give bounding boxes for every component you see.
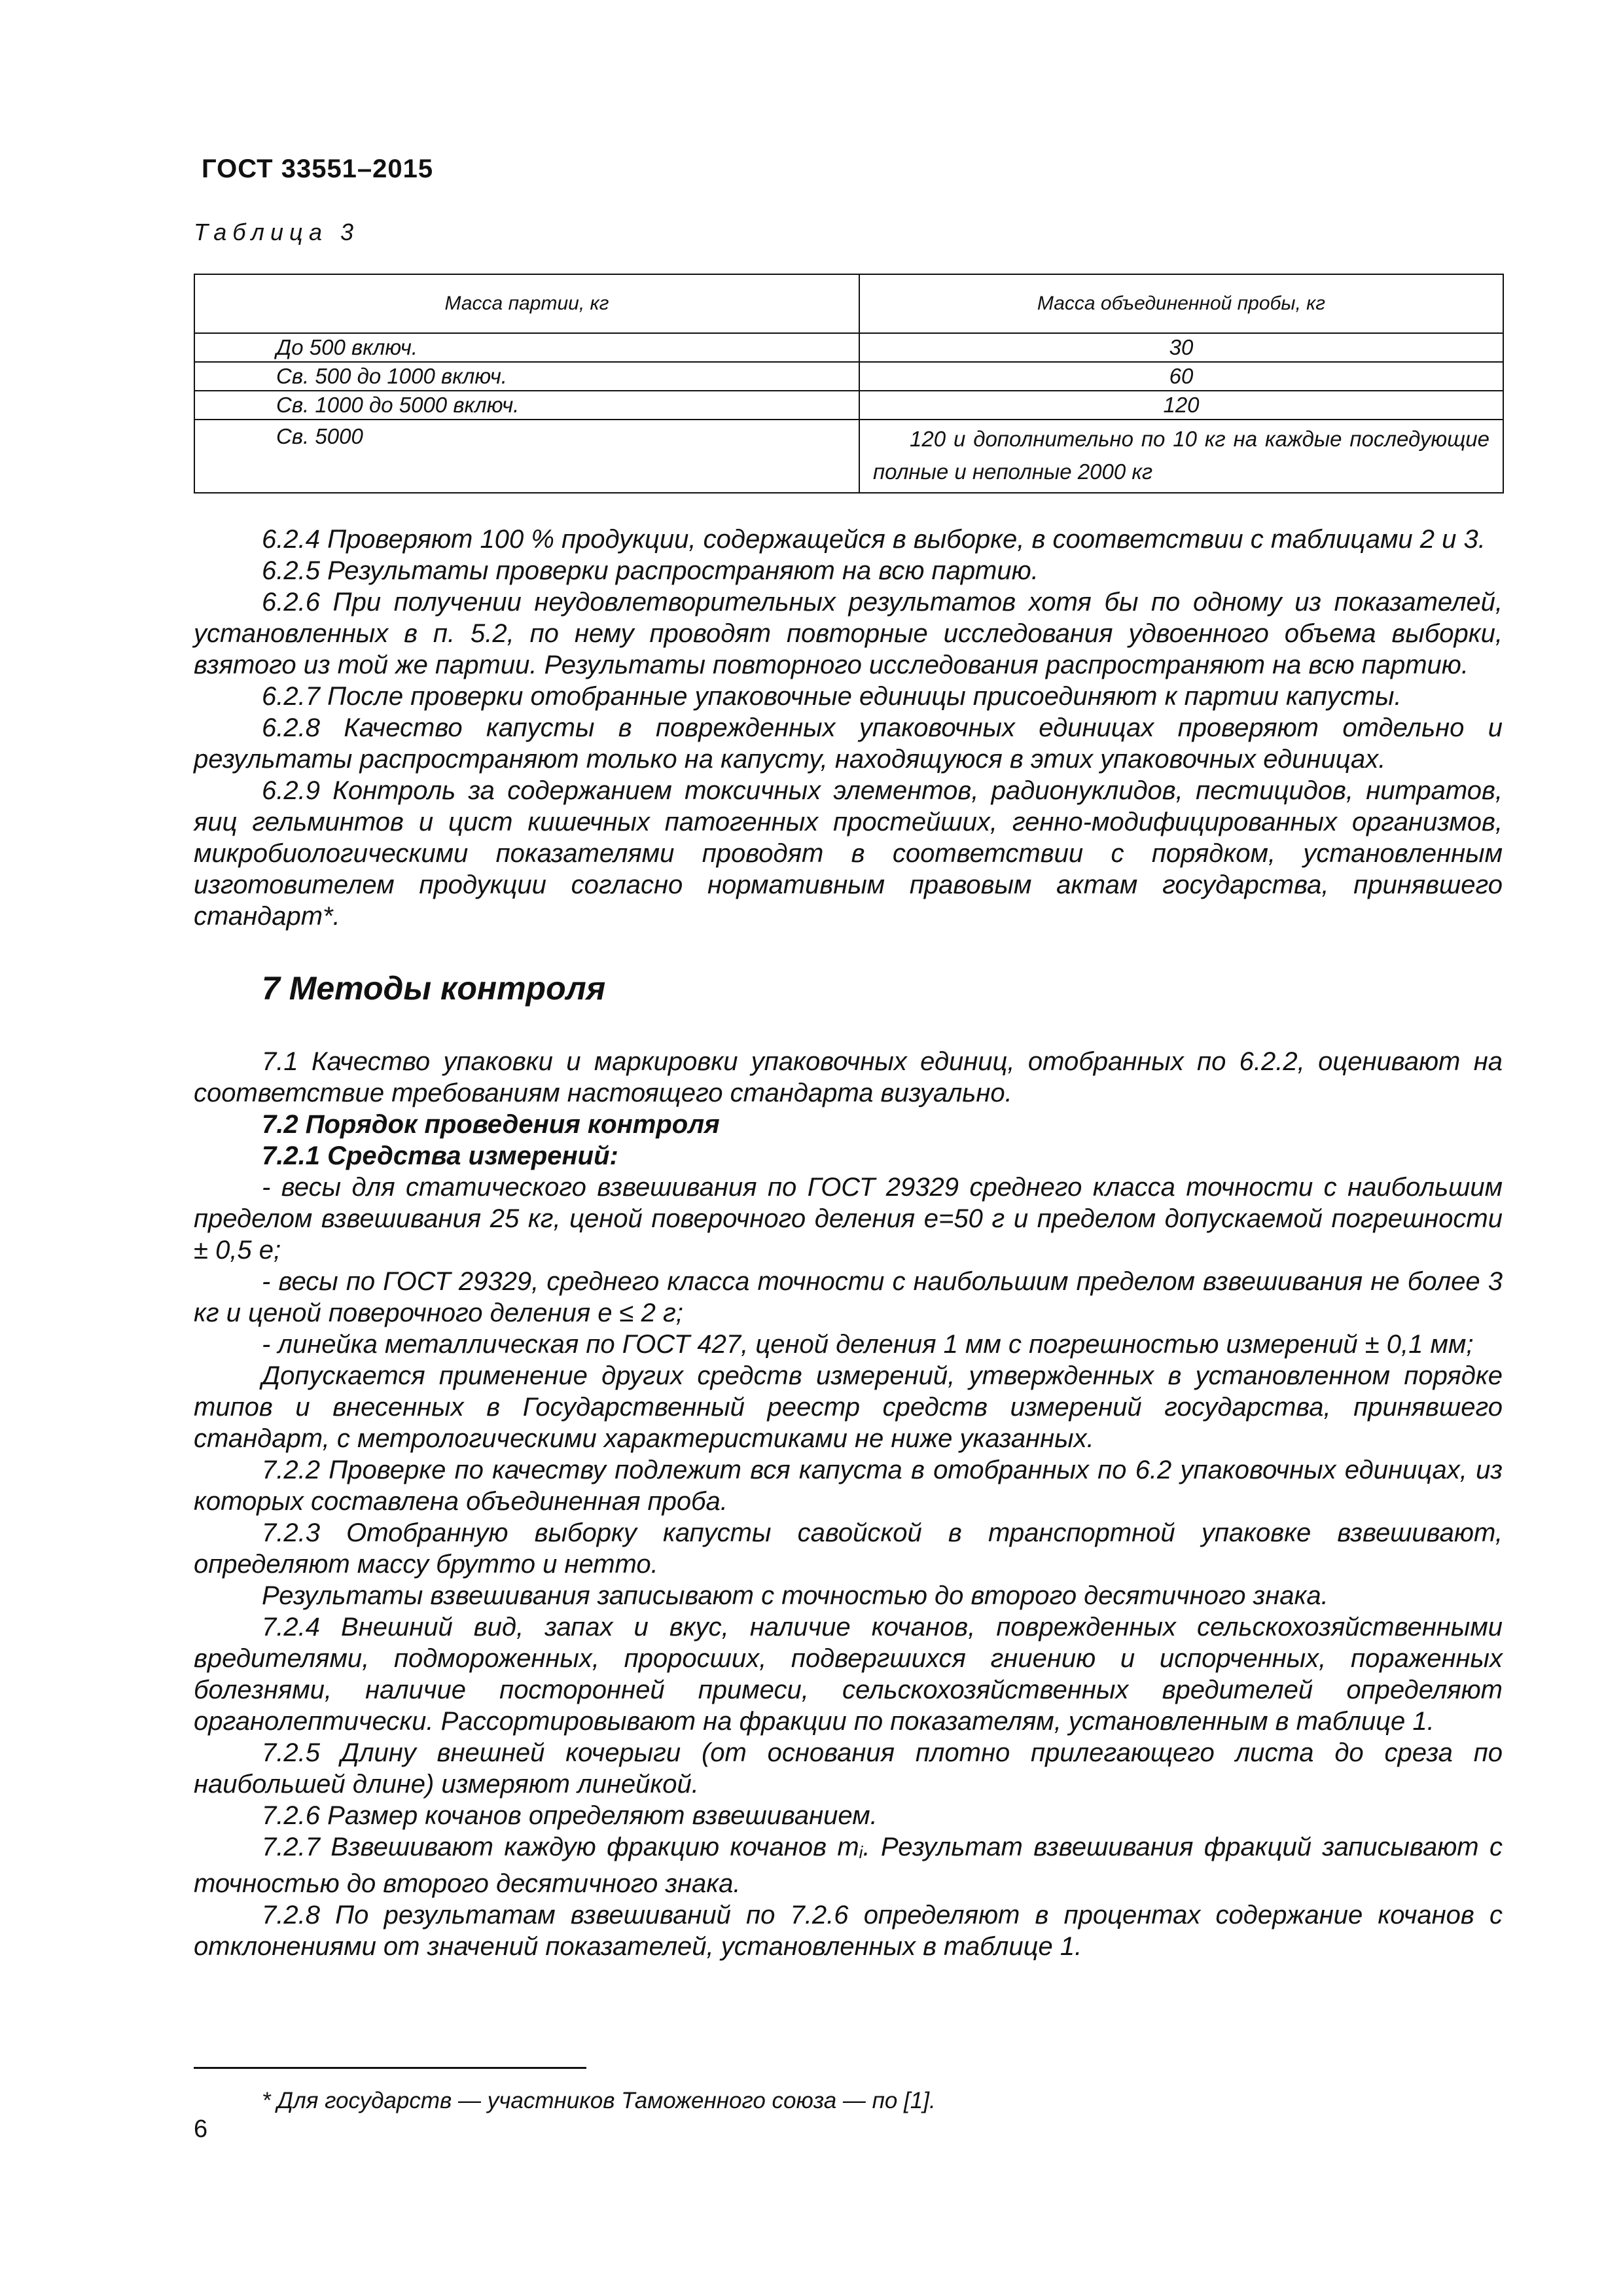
- list-item: - весы для статического взвешивания по ГОСТ 29329 среднего класса точности с наибольшим пределом взвешивания 25 кг, ценой поверочного деления е=50 г и пределом допускаемой погрешности ± 0,5 е;: [194, 1173, 1503, 1265]
- column-header-lot-mass: Масса партии, кг: [194, 274, 859, 333]
- page-number: 6: [194, 2115, 208, 2143]
- clause-7-2-1-note: Допускается применение других средств измерений, утвержденных в установленном порядке типов и внесенных в Государственный реестр средств измерений государства, принявшего стандарт, с метрологическими характеристиками не ниже указанных.: [194, 1361, 1503, 1453]
- table-row: [194, 333, 1503, 362]
- section-title: 7 Методы контроля: [262, 970, 606, 1007]
- clause-7-2-5: 7.2.5 Длину внешней кочерыги (от основания плотно прилегающего листа до среза по наибольшей длине) измеряют линейкой.: [194, 1738, 1503, 1799]
- footnote-divider: [194, 2067, 586, 2069]
- table-caption: Таблица 3: [194, 219, 360, 245]
- clause-7-2-8: 7.2.8 По результатам взвешиваний по 7.2.6 определяют в процентах содержание кочанов с отклонениями от значений показателей, установленных в таблице 1.: [194, 1901, 1503, 1961]
- clause-7-2-4: 7.2.4 Внешний вид, запах и вкус, наличие кочанов, поврежденных сельскохозяйственными вредителями, подмороженных, проросших, подвергшихся гниению и испорченных, пораженных болезнями, наличие посторонней примеси, сельскохозяйственных вредителей определяют органолептически. Рассортировывают на фракции по показателям, установленным в таблице 1.: [194, 1613, 1503, 1736]
- footnote: * Для государств — участников Таможенного союза — по [1].: [262, 2088, 936, 2113]
- table-header-row: [194, 274, 1503, 333]
- clause-7-2-3-results: Результаты взвешивания записывают с точностью до второго десятичного знака.: [262, 1581, 1329, 1610]
- table-row: [194, 420, 1503, 493]
- column-header-sample-mass: Масса объединенной пробы, кг: [859, 274, 1503, 333]
- clause-7-2-2: 7.2.2 Проверке по качеству подлежит вся капуста в отобранных по 6.2 упаковочных единицах, из которых составлена объединенная проба.: [194, 1456, 1503, 1516]
- clause-6-2-9: 6.2.9 Контроль за содержанием токсичных элементов, радионуклидов, пестицидов, нитратов, яиц гельминтов и цист кишечных патогенных простейших, генно-модифицированных организмов, микробиологическими показателями проводят в соответствии с порядком, установленным изготовителем продукции согласно нормативным правовым актам государства, принявшего стандарт*.: [194, 776, 1503, 931]
- sample-mass-text: 120 и дополнительно по 10 кг на каждые последующие полные и неполные 2000 кг: [873, 427, 1489, 484]
- clause-7-2-3: 7.2.3 Отобранную выборку капусты савойской в транспортной упаковке взвешивают, определяют массу брутто и нетто.: [194, 1518, 1503, 1579]
- clause-7-2-7-text-end: . Результат взвешивания фракций записывают с точностью до второго десятичного знака.: [194, 1833, 1503, 1898]
- document-header: ГОСТ 33551–2015: [202, 154, 434, 183]
- sample-mass-cell: [859, 420, 1503, 493]
- document-body: [194, 524, 1503, 1962]
- sample-mass-cell: 120: [859, 391, 1503, 420]
- clause-6-2-6: 6.2.6 При получении неудовлетворительных результатов хотя бы по одному из показателей, установленных в п. 5.2, по нему проводят повторные исследования удвоенного объема выборки, взятого из той же партии. Результаты повторного исследования распространяют на всю партию.: [194, 588, 1503, 679]
- clause-7-2-1-heading: 7.2.1 Средства измерений:: [262, 1141, 618, 1170]
- clause-7-2-7-text: 7.2.7 Взвешивают каждую фракцию кочанов m: [262, 1833, 859, 1861]
- clause-6-2-7: 6.2.7 После проверки отобранные упаковочные единицы присоединяют к партии капусты.: [262, 682, 1402, 711]
- table-row: [194, 362, 1503, 391]
- lot-mass-cell: Св. 5000: [194, 420, 859, 493]
- clause-7-2-heading: 7.2 Порядок проведения контроля: [262, 1110, 720, 1139]
- clause-7-1: 7.1 Качество упаковки и маркировки упаковочных единиц, отобранных по 6.2.2, оценивают на соответствие требованиям настоящего стандарта визуально.: [194, 1047, 1503, 1107]
- clause-7-2-7: [194, 1831, 1503, 1899]
- lot-mass-cell: Св. 500 до 1000 включ.: [194, 362, 859, 391]
- clause-6-2-4: 6.2.4 Проверяют 100 % продукции, содержащейся в выборке, в соответствии с таблицами 2 и 3.: [262, 525, 1486, 554]
- sample-mass-cell: 60: [859, 362, 1503, 391]
- clause-6-2-5: 6.2.5 Результаты проверки распространяют на всю партию.: [262, 556, 1039, 585]
- lot-mass-cell: Св. 1000 до 5000 включ.: [194, 391, 859, 420]
- subscript-index: i: [859, 1842, 863, 1862]
- lot-mass-cell: До 500 включ.: [194, 333, 859, 362]
- sample-mass-cell: 30: [859, 333, 1503, 362]
- sample-mass-table: [194, 274, 1504, 493]
- table-row: [194, 391, 1503, 420]
- clause-6-2-8: 6.2.8 Качество капусты в поврежденных упаковочных единицах проверяют отдельно и результаты распространяют только на капусту, находящуюся в этих упаковочных единицах.: [194, 713, 1503, 774]
- list-item: - линейка металлическая по ГОСТ 427, ценой деления 1 мм с погрешностью измерений ± 0,1 мм;: [262, 1330, 1474, 1359]
- list-item: - весы по ГОСТ 29329, среднего класса точности с наибольшим пределом взвешивания не более 3 кг и ценой поверочного деления е ≤ 2 г;: [194, 1267, 1503, 1327]
- clause-7-2-6: 7.2.6 Размер кочанов определяют взвешиванием.: [262, 1801, 878, 1830]
